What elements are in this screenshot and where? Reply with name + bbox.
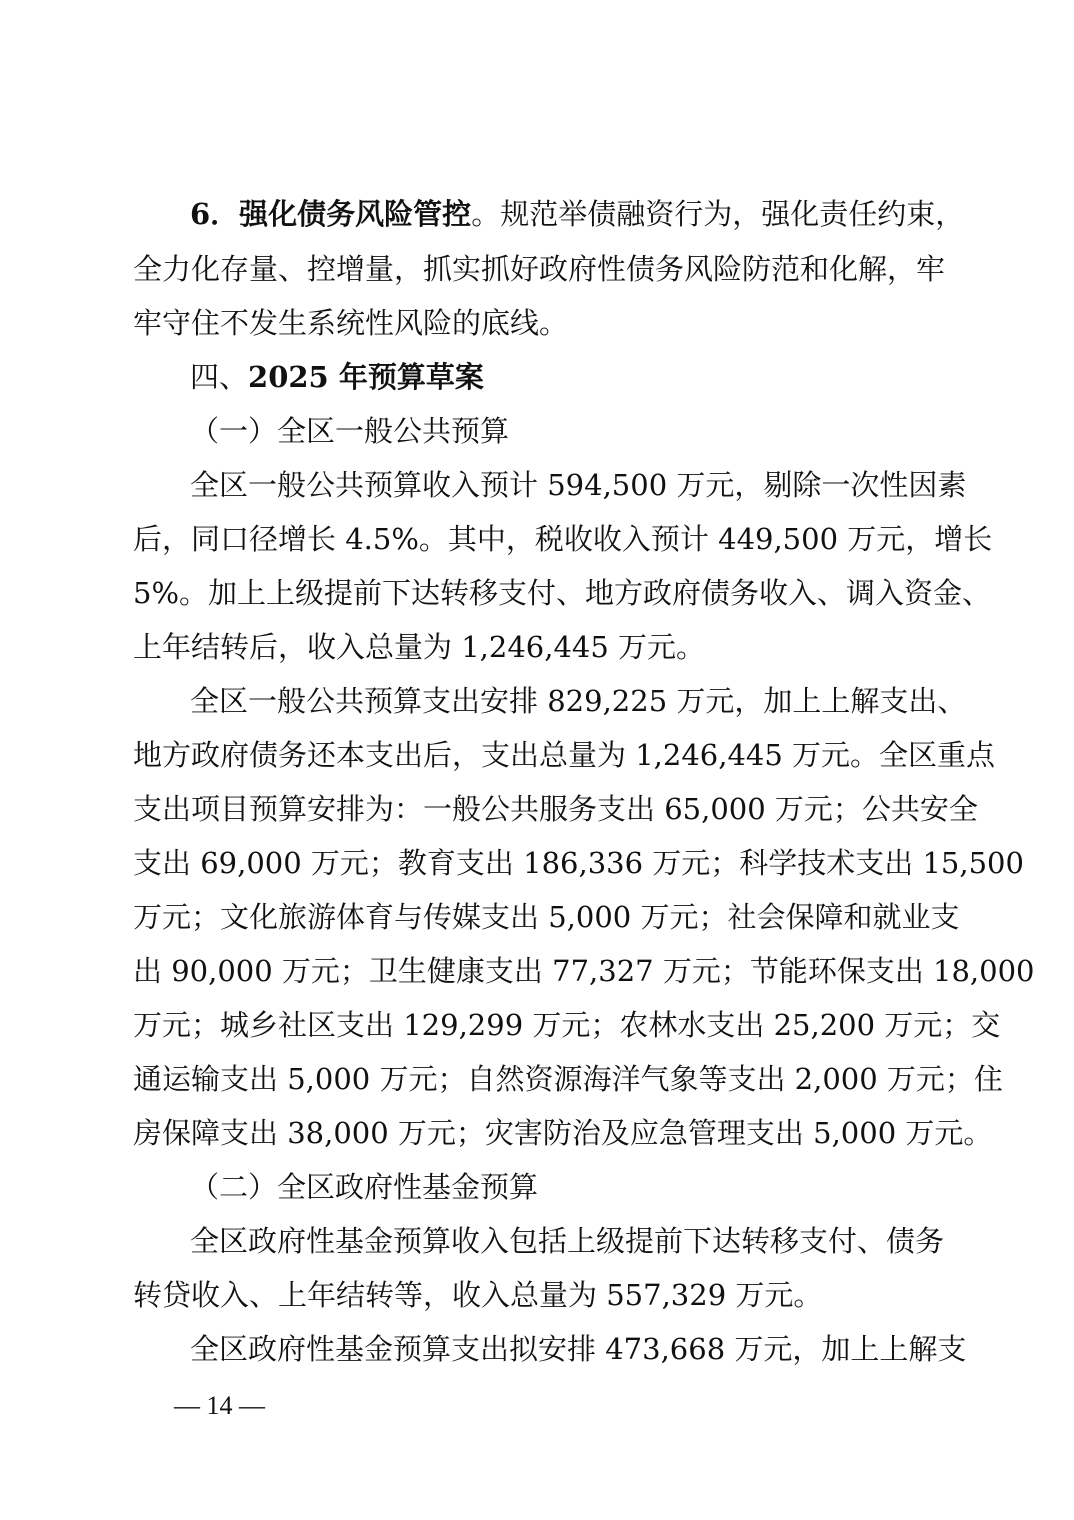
- paragraph-expenditure-line-1: 全区一般公共预算支出安排 829,225 万元，加上上解支出、: [190, 684, 967, 718]
- paragraph-expenditure-line-8: 通运输支出 5,000 万元；自然资源海洋气象等支出 2,000 万元；住: [133, 1062, 1003, 1096]
- paragraph-expenditure-line-6: 出 90,000 万元；卫生健康支出 77,327 万元；节能环保支出 18,000: [133, 954, 1035, 988]
- page-number: — 14 —: [174, 1391, 265, 1420]
- paragraph-fund-revenue-line-2: 转贷收入、上年结转等，收入总量为 557,329 万元。: [133, 1278, 823, 1312]
- paragraph-revenue-line-1: 全区一般公共预算收入预计 594,500 万元，剔除一次性因素: [190, 468, 967, 502]
- subheading-general-budget: （一）全区一般公共预算: [190, 414, 510, 448]
- paragraph-fund-revenue-line-1: 全区政府性基金预算收入包括上级提前下达转移支付、债务: [190, 1224, 945, 1258]
- paragraph-expenditure-line-3: 支出项目预算安排为：一般公共服务支出 65,000 万元；公共安全: [133, 792, 978, 826]
- paragraph-expenditure-line-2: 地方政府债务还本支出后，支出总量为 1,246,445 万元。全区重点: [133, 738, 996, 772]
- paragraph-fund-expenditure-line-1: 全区政府性基金预算支出拟安排 473,668 万元，加上上解支: [190, 1332, 967, 1366]
- debt-heading: 6．强化债务风险管控: [190, 197, 472, 231]
- paragraph-revenue-line-3: 5%。加上上级提前下达转移支付、地方政府债务收入、调入资金、: [133, 576, 992, 610]
- paragraph-debt-line-3: 牢守住不发生系统性风险的底线。: [133, 306, 569, 340]
- paragraph-expenditure-line-5: 万元；文化旅游体育与传媒支出 5,000 万元；社会保障和就业支: [133, 900, 960, 934]
- subheading-fund-budget: （二）全区政府性基金预算: [190, 1170, 539, 1204]
- paragraph-debt-line-1: [190, 194, 965, 234]
- paragraph-debt-line-2: 全力化存量、控增量，抓实抓好政府性债务风险防范和化解，牢: [133, 252, 946, 286]
- paragraph-revenue-line-2: 后，同口径增长 4.5%。其中，税收收入预计 449,500 万元，增长: [133, 522, 993, 556]
- debt-text-1: 。规范举债融资行为，强化责任约束，: [471, 197, 965, 231]
- paragraph-revenue-line-4: 上年结转后，收入总量为 1,246,445 万元。: [133, 630, 706, 664]
- section-heading: 四、2025 年预算草案: [190, 360, 484, 394]
- paragraph-expenditure-line-4: 支出 69,000 万元；教育支出 186,336 万元；科学技术支出 15,500: [133, 846, 1024, 880]
- paragraph-expenditure-line-7: 万元；城乡社区支出 129,299 万元；农林水支出 25,200 万元；交: [133, 1008, 1001, 1042]
- paragraph-expenditure-line-9: 房保障支出 38,000 万元；灾害防治及应急管理支出 5,000 万元。: [133, 1116, 993, 1150]
